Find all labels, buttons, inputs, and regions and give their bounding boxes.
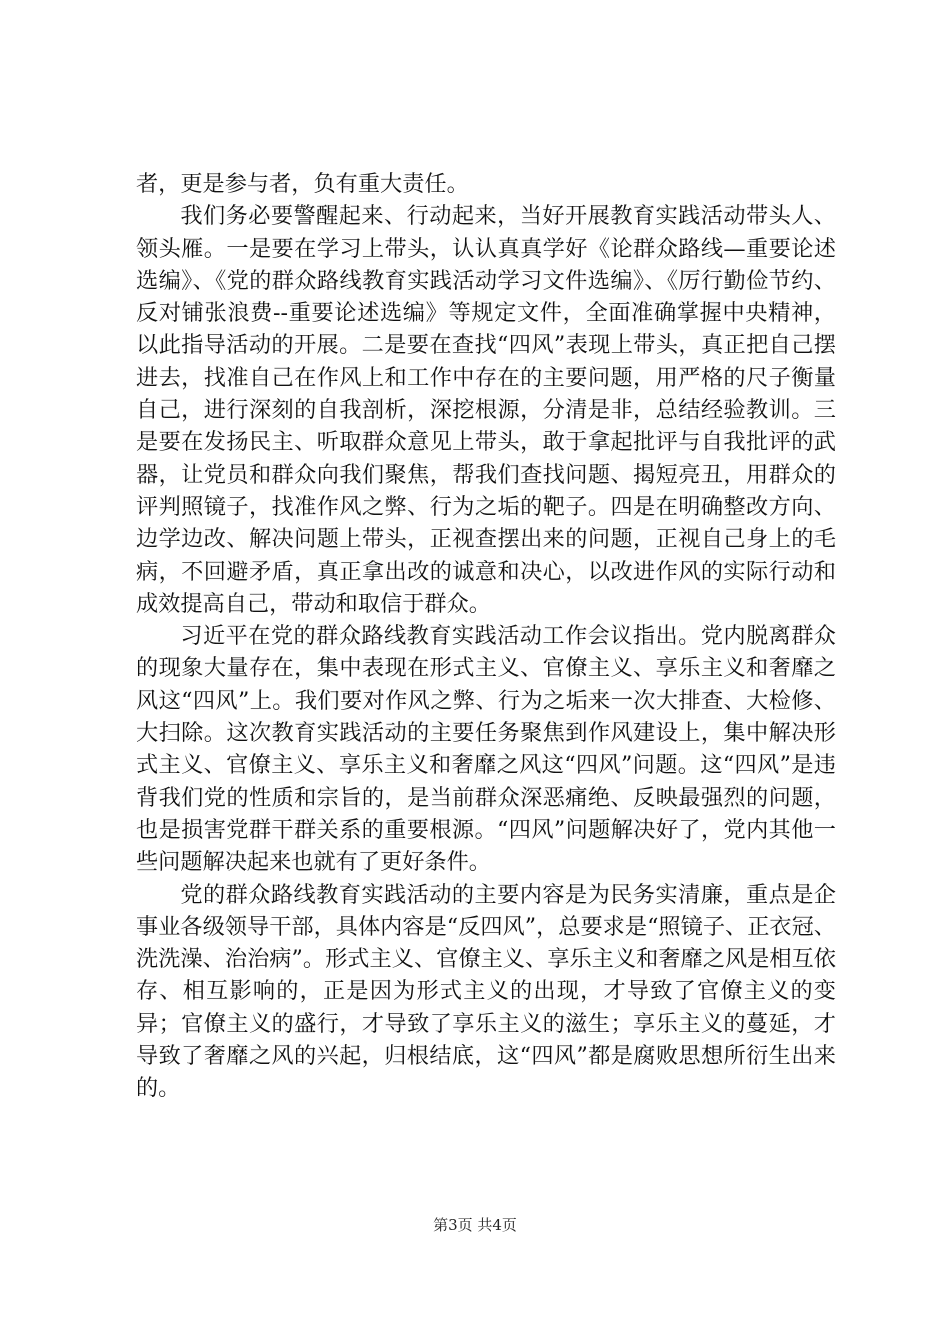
paragraph-main-content: 党的群众路线教育实践活动的主要内容是为民务实清廉，重点是企事业各级领导干部，具体内容是“反四风”，总要求是“照镜子、正衣冠、洗洗澡、治治病”。形式主义、官僚主义、享乐主义和奢靡之风是相互依存、相互影响的，正是因为形式主义的出现，才导致了官僚主义的变异；官僚主义的盛行，才导致了享乐主义的滋生；享乐主义的蔓延，才导致了奢靡之风的兴起，归根结底，这“四风”都是腐败思想所衍生出来的。 (136, 881, 836, 1102)
document-body (136, 168, 836, 1105)
paragraph-lead-by-example: 我们务必要警醒起来、行动起来，当好开展教育实践活动带头人、领头雁。一是要在学习上带头，认认真真学好《论群众路线—重要论述选编》、《党的群众路线教育实践活动学习文件选编》、《厉行勤俭节约、反对铺张浪费--重要论述选编》等规定文件，全面准确掌握中央精神，以此指导活动的开展。二是要在查找“四风”表现上带头，真正把自己摆进去，找准自己在作风上和工作中存在的主要问题，用严格的尺子衡量自己，进行深刻的自我剖析，深挖根源，分清是非，总结经验教训。三是要在发扬民主、听取群众意见上带头，敢于拿起批评与自我批评的武器，让党员和群众向我们聚焦，帮我们查找问题、揭短亮丑，用群众的评判照镜子，找准作风之弊、行为之垢的靶子。四是在明确整改方向、边学边改、解决问题上带头，正视查摆出来的问题，正视自己身上的毛病，不回避矛盾，真正拿出改的诚意和决心，以改进作风的实际行动和成效提高自己，带动和取信于群众。 (136, 203, 836, 617)
paragraph-four-styles: 习近平在党的群众路线教育实践活动工作会议指出。党内脱离群众的现象大量存在，集中表现在形式主义、官僚主义、享乐主义和奢靡之风这“四风”上。我们要对作风之弊、行为之垢来一次大排查、大检修、大扫除。这次教育实践活动的主要任务聚焦到作风建设上，集中解决形式主义、官僚主义、享乐主义和奢靡之风这“四风”问题。这“四风”是违背我们党的性质和宗旨的，是当前群众深恶痛绝、反映最强烈的问题，也是损害党群干群关系的重要根源。“四风”问题解决好了，党内其他一些问题解决起来也就有了更好条件。 (136, 623, 836, 876)
page-number-footer: 第3页 共4页 (433, 1216, 517, 1234)
paragraph-continuation: 者，更是参与者，负有重大责任。 (136, 171, 469, 197)
